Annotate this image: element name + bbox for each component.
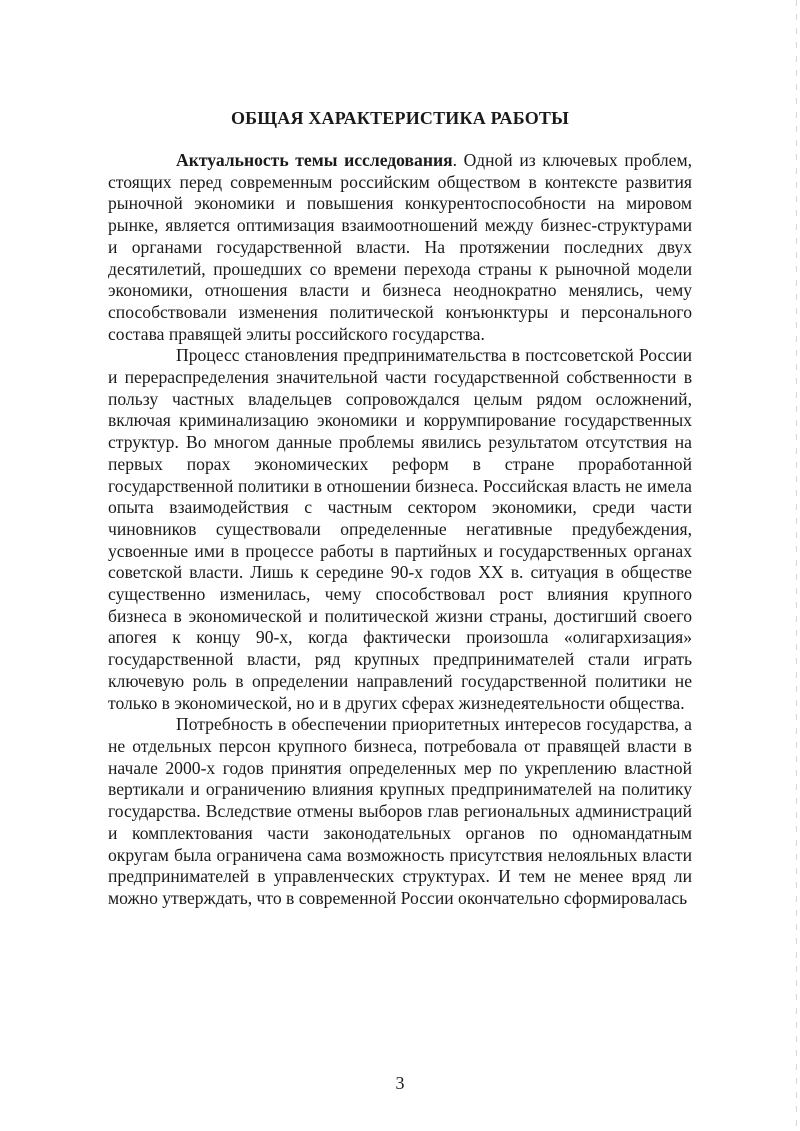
paragraph-entrepreneurship: Процесс становления предпринимательства в постсоветской России и перераспределения значительной части государственной собственности в пользу частных владельцев сопровождался целым рядом осложнений, включая криминализацию экономики и коррумпирование государственных структур. Во многом данные проблемы явились результатом отсутствия на первых порах экономических реформ в стране проработанной государственной политики в отношении бизнеса. Российская власть не имела опыта взаимодействия с частным сектором экономики, среди части чиновников существовали определенные негативные предубеждения, усвоенные ими в процессе работы в партийных и государственных органах советской власти. Лишь к середине 90-х годов XX в. ситуация в обществе существенно изменилась, чему способствовал рост влияния крупного бизнеса в экономической и политической жизни страны, достигший своего апогея к концу 90-х, когда фактически произошла «олигархизация» государственной власти, ряд крупных предпринимателей стали играть ключевую роль в определении направлений государственной политики не только в экономической, но и в других сферах жизнедеятельности общества.: [108, 345, 692, 713]
paragraph-text: . Одной из ключевых проблем, стоящих перед современным российским обществом в контексте развития рыночной экономики и повышения конкурентоспособности на мировом рынке, является оптимизация взаимоотношений между бизнес-структурами и органами государственной власти. На протяжении последних двух десятилетий, прошедших со времени перехода страны к рыночной модели экономики, отношения власти и бизнеса неоднократно менялись, чему способствовали изменения политической конъюнктуры и персонального состава правящей элиты российского государства.: [108, 150, 692, 344]
scan-edge-artifact: [796, 0, 797, 1131]
paragraph-lead: Актуальность темы исследования: [176, 150, 453, 170]
section-title: ОБЩАЯ ХАРАКТЕРИСТИКА РАБОТЫ: [230, 108, 570, 128]
paragraph-relevance: [108, 150, 692, 345]
paragraph-state-interests: Потребность в обеспечении приоритетных интересов государства, а не отдельных персон крупного бизнеса, потребовала от правящей власти в начале 2000-х годов принятия определенных мер по укреплению властной вертикали и ограничению влияния крупных предпринимателей на политику государства. Вследствие отмены выборов глав региональных администраций и комплектования части законодательных органов по одномандатным округам была ограничена сама возможность присутствия нелояльных власти предпринимателей в управленческих структурах. И тем не менее вряд ли можно утверждать, что в современной России окончательно сформировалась: [108, 714, 692, 908]
document-body: [108, 150, 692, 910]
page-number: 3: [395, 1073, 405, 1093]
